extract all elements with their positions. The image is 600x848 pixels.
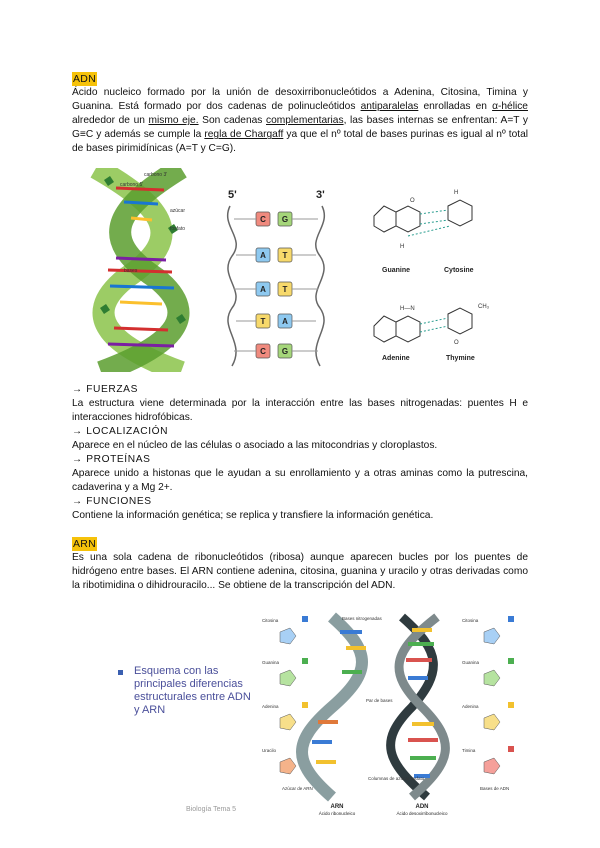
funciones-heading: → FUNCIONES [72, 496, 152, 507]
arn-label: ARN [330, 804, 344, 810]
adn-title: ADN [73, 73, 97, 85]
pair1-left: C [260, 215, 266, 224]
base-pair-structures [360, 176, 500, 366]
arn-title: ARN [73, 538, 97, 550]
adn-text-3: alrededor de un [72, 115, 149, 127]
pair4-left: T [260, 317, 266, 326]
svg-text:H: H [454, 190, 459, 196]
pair5-left: C [260, 347, 266, 356]
guanine-label: Guanine [382, 267, 411, 274]
label-3-prime: 3' [316, 189, 325, 201]
bullet-icon [118, 670, 123, 675]
label-carbono3: carbono 3' [144, 172, 168, 178]
adn-text-1: Ácido nucleico formado por la unión de desoxirribonucleótidos a Adenina, Citosina, Timina y Guanina. Está formado por dos cadenas de polinucleótidos [72, 87, 528, 113]
right-base-1: Citosina [462, 618, 479, 623]
arn-heading [72, 537, 528, 551]
pair3-left: A [260, 285, 266, 294]
pair3-right: T [282, 285, 288, 294]
right-base-4: Timina [462, 748, 476, 753]
funciones-text: Contiene la información genética; se replica y transfiere la información genética. [72, 510, 434, 521]
left-base-2: Guanina [262, 660, 280, 665]
adn-text-2: enrolladas en [418, 101, 493, 113]
left-base-3: Adenina [262, 704, 279, 709]
right-base-2: Guanina [462, 660, 480, 665]
label-carbono5: carbono 5' [120, 182, 144, 188]
arn-paragraph: Es una sola cadena de ribonucleótidos (ribosa) aunque aparecen bucles por los puentes de hidrógeno entre bases. El ARN contiene adenina, citosina, guanina y uracilo y otras derivadas como la ribotimidina o dihidrouracilo... Se obtiene de la transcripción del ADN. [72, 552, 528, 592]
svg-text:H—N: H—N [400, 306, 415, 312]
term-antiparalelas: antiparalelas [360, 101, 419, 113]
term-mismo-eje: mismo eje. [148, 115, 199, 127]
cytosine-label: Cytosine [444, 267, 474, 274]
localizacion-heading: → LOCALIZACIÓN [72, 426, 169, 437]
svg-text:O: O [454, 340, 459, 346]
pair4-right: A [282, 317, 288, 326]
right-sugar: Bases de ADN [480, 786, 510, 791]
pair2-right: T [282, 251, 288, 260]
thymine-label: Thymine [446, 355, 475, 362]
adn-sublabel: Ácido desoxirribonucleico [396, 811, 448, 816]
bullet-text: Esquema con las principales diferencias estructurales entre ADN y ARN [134, 665, 251, 716]
adn-text-6: ya que el nº total de bases purinas es igual al nº total de bases pirimidínicas (A=T y C=G). [72, 129, 528, 155]
right-base-3: Adenina [462, 704, 479, 709]
pair1-right: G [281, 215, 289, 224]
arn-adn-comparison-figure [262, 612, 520, 822]
label-5-prime: 5' [228, 189, 237, 201]
arn-sublabel: Ácido ribonucleico [318, 811, 356, 816]
footer-text: Biología Tema 5 [186, 806, 237, 813]
proteinas-heading: → PROTEÍNAS [72, 454, 151, 465]
proteinas-text: Aparece unido a histonas que le ayudan a su enrollamiento y a otras aminas como la putrescina, cadaverina y a Mg 2+. [72, 468, 528, 494]
label-bases: bases [124, 268, 138, 274]
dna-helix-illustration [86, 168, 198, 372]
pair2-left: A [260, 251, 266, 260]
left-base-4: Uracilo [262, 748, 277, 753]
term-chargaff: regla de Chargaff [204, 129, 284, 141]
label-columnas: Columnas de azúcar-fosfato [368, 776, 425, 781]
svg-text:H: H [400, 244, 405, 250]
pair5-right: G [281, 347, 289, 356]
left-base-1: Citosina [262, 618, 279, 623]
term-alfa-helice: α-hélice [492, 101, 528, 113]
dna-ladder-illustration [218, 186, 336, 370]
localizacion-text: Aparece en el núcleo de las células o asociado a las mitocondrias y cloroplastos. [72, 440, 438, 451]
adn-text-4: Son cadenas [198, 115, 266, 127]
label-fosfato: fosfato [170, 226, 186, 232]
adenine-label: Adenine [382, 355, 410, 362]
adn-paragraph [72, 86, 528, 156]
label-par-de-bases: Par de bases [366, 698, 393, 703]
svg-text:CH₃: CH₃ [478, 304, 490, 310]
adn-text-5: , las bases internas se enfrentan: A=T y G≡C y además se cumple la [72, 115, 529, 141]
comparison-caption [118, 665, 258, 715]
svg-text:O: O [410, 198, 415, 204]
label-azucar: azúcar [170, 208, 186, 214]
adn-label: ADN [415, 804, 429, 810]
fuerzas-text: La estructura viene determinada por la interacción entre las bases nitrogenadas: puentes H e interacciones hidrofóbicas. [72, 398, 528, 424]
adn-heading [72, 72, 528, 86]
fuerzas-heading: → FUERZAS [72, 384, 138, 395]
left-sugar: Azúcar de ARN [282, 786, 313, 791]
label-bases-nitrogenadas: Bases nitrogenadas [342, 616, 382, 621]
term-complementarias: complementarias [266, 115, 344, 127]
